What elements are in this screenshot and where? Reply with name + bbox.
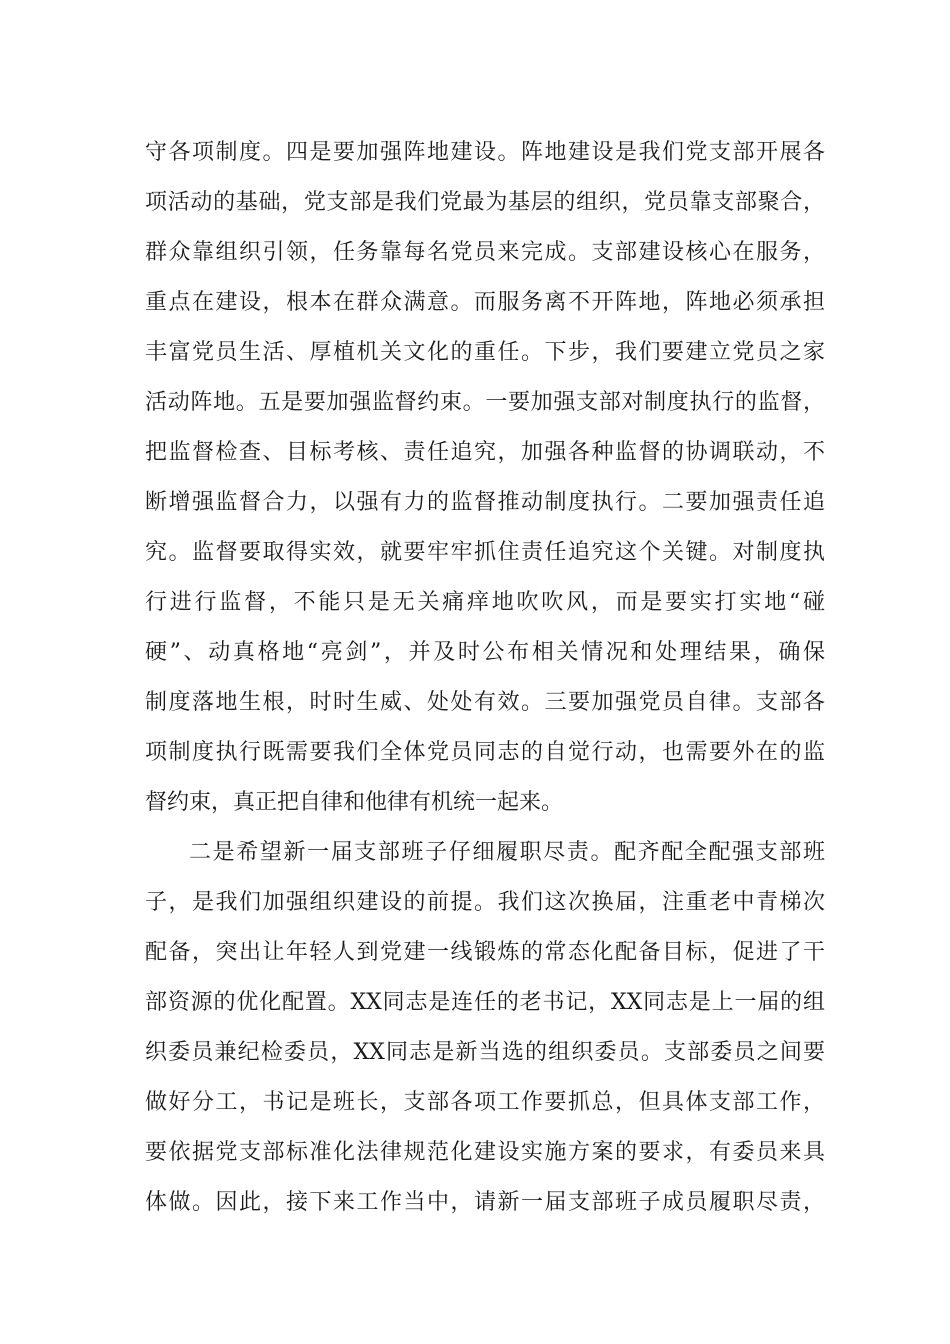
text-line: 部资源的优化配置。XX同志是连任的老书记，XX同志是上一届的组 bbox=[145, 990, 825, 1015]
text-line: 制度落地生根，时时生威、处处有效。三要加强党员自律。支部各 bbox=[145, 690, 825, 715]
text-line: 督约束，真正把自律和他律有机统一起来。 bbox=[145, 790, 564, 815]
text-line: 硬”、动真格地“亮剑”，并及时公布相关情况和处理结果，确保 bbox=[145, 640, 825, 665]
text-line: 重点在建设，根本在群众满意。而服务离不开阵地，阵地必须承担 bbox=[145, 290, 825, 315]
text-line: 配备，突出让年轻人到党建一线锻炼的常态化配备目标，促进了干 bbox=[145, 940, 825, 965]
text-line: 究。监督要取得实效，就要牢牢抓住责任追究这个关键。对制度执 bbox=[145, 540, 825, 565]
text-line: 把监督检查、目标考核、责任追究，加强各种监督的协调联动，不 bbox=[145, 440, 825, 465]
document-page bbox=[145, 128, 825, 1228]
text-line: 二是希望新一届支部班子仔细履职尽责。配齐配全配强支部班 bbox=[189, 840, 825, 865]
text-line: 做好分工，书记是班长，支部各项工作要抓总，但具体支部工作， bbox=[145, 1090, 825, 1115]
text-line: 丰富党员生活、厚植机关文化的重任。下步，我们要建立党员之家 bbox=[145, 340, 825, 365]
text-line: 活动阵地。五是要加强监督约束。一要加强支部对制度执行的监督， bbox=[145, 390, 825, 415]
text-line: 行进行监督，不能只是无关痛痒地吹吹风，而是要实打实地“碰 bbox=[145, 590, 825, 615]
text-line: 织委员兼纪检委员，XX同志是新当选的组织委员。支部委员之间要 bbox=[145, 1040, 825, 1065]
document-body bbox=[145, 128, 825, 1228]
text-line: 守各项制度。四是要加强阵地建设。阵地建设是我们党支部开展各 bbox=[145, 140, 825, 165]
text-line: 子，是我们加强组织建设的前提。我们这次换届，注重老中青梯次 bbox=[145, 890, 825, 915]
text-line: 体做。因此，接下来工作当中，请新一届支部班子成员履职尽责， bbox=[145, 1190, 825, 1215]
text-line: 项制度执行既需要我们全体党员同志的自觉行动，也需要外在的监 bbox=[145, 740, 825, 765]
text-line: 要依据党支部标准化法律规范化建设实施方案的要求，有委员来具 bbox=[145, 1140, 825, 1165]
text-line: 项活动的基础，党支部是我们党最为基层的组织，党员靠支部聚合， bbox=[145, 190, 825, 215]
text-line: 群众靠组织引领，任务靠每名党员来完成。支部建设核心在服务， bbox=[145, 240, 825, 265]
text-line: 断增强监督合力，以强有力的监督推动制度执行。二要加强责任追 bbox=[145, 490, 825, 515]
